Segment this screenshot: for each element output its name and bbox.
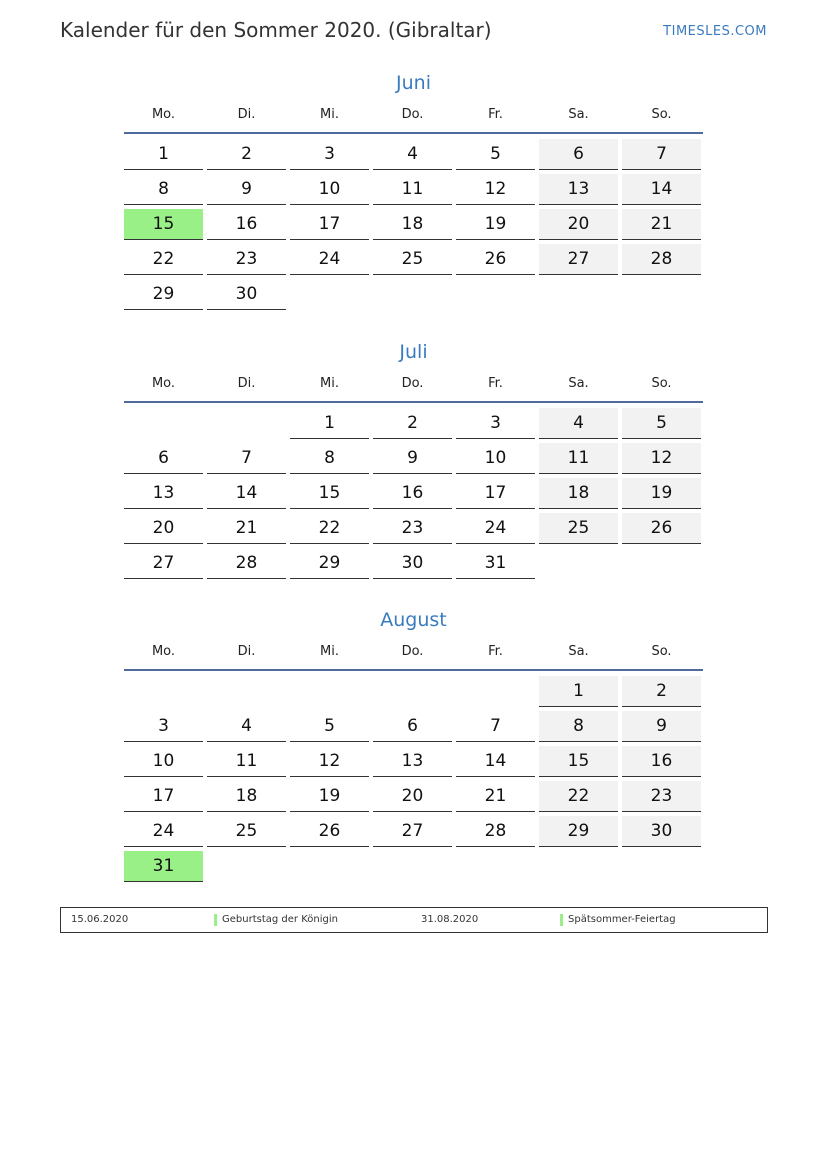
day-grid <box>124 676 703 882</box>
month-july <box>124 339 703 579</box>
weekday-label: Fr. <box>488 376 503 391</box>
empty-cell <box>290 676 369 707</box>
day-cell: 21 <box>622 209 701 240</box>
month-title: Juli <box>399 341 428 363</box>
day-cell: 30 <box>373 548 452 579</box>
day-cell: 8 <box>539 711 618 742</box>
day-cell: 23 <box>207 244 286 275</box>
day-cell: 13 <box>124 478 203 509</box>
day-cell: 27 <box>373 816 452 847</box>
weekday-label: Di. <box>237 376 256 391</box>
weekday-label: Sa. <box>568 644 589 659</box>
day-cell: 7 <box>456 711 535 742</box>
month-title: Juni <box>396 72 431 94</box>
day-cell: 5 <box>456 139 535 170</box>
header-divider <box>124 401 703 403</box>
weekday-label: Mo. <box>151 107 176 122</box>
day-cell: 18 <box>207 781 286 812</box>
day-cell: 12 <box>622 443 701 474</box>
day-cell: 1 <box>124 139 203 170</box>
day-cell: 11 <box>373 174 452 205</box>
day-cell: 31 <box>456 548 535 579</box>
weekday-header <box>124 375 703 393</box>
header-divider <box>124 132 703 134</box>
day-cell: 24 <box>290 244 369 275</box>
day-cell: 20 <box>373 781 452 812</box>
day-cell: 30 <box>207 279 286 310</box>
day-grid <box>124 139 703 310</box>
day-cell: 26 <box>290 816 369 847</box>
day-cell: 29 <box>290 548 369 579</box>
day-cell: 15 <box>124 209 203 240</box>
day-cell: 24 <box>456 513 535 544</box>
empty-cell <box>456 676 535 707</box>
day-cell: 26 <box>456 244 535 275</box>
weekday-label: Di. <box>237 107 256 122</box>
day-cell: 7 <box>622 139 701 170</box>
day-cell: 6 <box>539 139 618 170</box>
weekday-label: So. <box>651 644 672 659</box>
weekday-label: Sa. <box>568 376 589 391</box>
day-cell: 15 <box>290 478 369 509</box>
day-cell: 13 <box>373 746 452 777</box>
day-cell: 6 <box>373 711 452 742</box>
day-cell: 15 <box>539 746 618 777</box>
day-cell: 25 <box>539 513 618 544</box>
weekday-header <box>124 106 703 124</box>
day-cell: 11 <box>207 746 286 777</box>
day-cell: 17 <box>456 478 535 509</box>
day-cell: 20 <box>539 209 618 240</box>
weekday-label: Do. <box>401 644 424 659</box>
day-cell: 17 <box>290 209 369 240</box>
empty-cell <box>373 676 452 707</box>
day-cell: 18 <box>539 478 618 509</box>
day-cell: 25 <box>373 244 452 275</box>
legend-holiday-name: Geburtstag der Königin <box>222 914 338 925</box>
day-cell: 23 <box>622 781 701 812</box>
day-cell: 12 <box>290 746 369 777</box>
day-cell: 22 <box>124 244 203 275</box>
day-cell: 27 <box>124 548 203 579</box>
day-cell: 4 <box>373 139 452 170</box>
day-cell: 26 <box>622 513 701 544</box>
day-cell: 2 <box>207 139 286 170</box>
day-cell: 4 <box>539 408 618 439</box>
day-cell: 28 <box>622 244 701 275</box>
day-cell: 9 <box>622 711 701 742</box>
day-cell: 10 <box>124 746 203 777</box>
day-cell: 7 <box>207 443 286 474</box>
legend-holiday-marker <box>214 914 217 926</box>
day-cell: 4 <box>207 711 286 742</box>
day-cell: 22 <box>290 513 369 544</box>
day-cell: 30 <box>622 816 701 847</box>
month-june <box>124 70 703 310</box>
day-cell: 28 <box>207 548 286 579</box>
weekday-label: Mo. <box>151 644 176 659</box>
weekday-label: Mo. <box>151 376 176 391</box>
weekday-label: Mi. <box>320 644 339 659</box>
day-cell: 14 <box>207 478 286 509</box>
day-cell: 6 <box>124 443 203 474</box>
weekday-label: Mi. <box>320 376 339 391</box>
day-cell: 19 <box>456 209 535 240</box>
weekday-label: Do. <box>401 107 424 122</box>
weekday-label: Fr. <box>488 644 503 659</box>
day-cell: 16 <box>207 209 286 240</box>
page-title: Kalender für den Sommer 2020. (Gibraltar) <box>60 18 492 42</box>
month-august <box>124 607 703 882</box>
holiday-legend <box>60 907 768 933</box>
day-cell: 29 <box>124 279 203 310</box>
weekday-label: Fr. <box>488 107 503 122</box>
weekday-label: Do. <box>401 376 424 391</box>
day-cell: 28 <box>456 816 535 847</box>
weekday-label: Sa. <box>568 107 589 122</box>
day-cell: 12 <box>456 174 535 205</box>
day-cell: 17 <box>124 781 203 812</box>
day-cell: 3 <box>290 139 369 170</box>
day-cell: 29 <box>539 816 618 847</box>
day-cell: 8 <box>290 443 369 474</box>
legend-date: 31.08.2020 <box>421 914 479 925</box>
day-cell: 24 <box>124 816 203 847</box>
day-cell: 2 <box>373 408 452 439</box>
day-cell: 21 <box>456 781 535 812</box>
legend-date: 15.06.2020 <box>71 914 129 925</box>
weekday-header <box>124 643 703 661</box>
day-cell: 2 <box>622 676 701 707</box>
day-cell: 20 <box>124 513 203 544</box>
empty-cell <box>124 408 203 439</box>
day-cell: 9 <box>373 443 452 474</box>
day-cell: 23 <box>373 513 452 544</box>
day-cell: 1 <box>539 676 618 707</box>
empty-cell <box>124 676 203 707</box>
day-cell: 25 <box>207 816 286 847</box>
day-cell: 10 <box>290 174 369 205</box>
weekday-label: Di. <box>237 644 256 659</box>
day-cell: 18 <box>373 209 452 240</box>
day-cell: 3 <box>456 408 535 439</box>
weekday-label: So. <box>651 376 672 391</box>
weekday-label: Mi. <box>320 107 339 122</box>
day-cell: 31 <box>124 851 203 882</box>
day-cell: 21 <box>207 513 286 544</box>
empty-cell <box>207 676 286 707</box>
day-cell: 5 <box>622 408 701 439</box>
day-cell: 14 <box>456 746 535 777</box>
day-grid <box>124 408 703 579</box>
legend-holiday-name: Spätsommer-Feiertag <box>568 914 676 925</box>
day-cell: 1 <box>290 408 369 439</box>
header-divider <box>124 669 703 671</box>
day-cell: 27 <box>539 244 618 275</box>
month-title: August <box>380 609 447 631</box>
empty-cell <box>207 408 286 439</box>
day-cell: 10 <box>456 443 535 474</box>
weekday-label: So. <box>651 107 672 122</box>
day-cell: 22 <box>539 781 618 812</box>
day-cell: 13 <box>539 174 618 205</box>
day-cell: 16 <box>373 478 452 509</box>
day-cell: 3 <box>124 711 203 742</box>
day-cell: 16 <box>622 746 701 777</box>
day-cell: 19 <box>622 478 701 509</box>
day-cell: 5 <box>290 711 369 742</box>
day-cell: 14 <box>622 174 701 205</box>
brand-link[interactable]: TIMESLES.COM <box>663 24 767 39</box>
day-cell: 8 <box>124 174 203 205</box>
day-cell: 19 <box>290 781 369 812</box>
day-cell: 9 <box>207 174 286 205</box>
legend-holiday-marker <box>560 914 563 926</box>
day-cell: 11 <box>539 443 618 474</box>
